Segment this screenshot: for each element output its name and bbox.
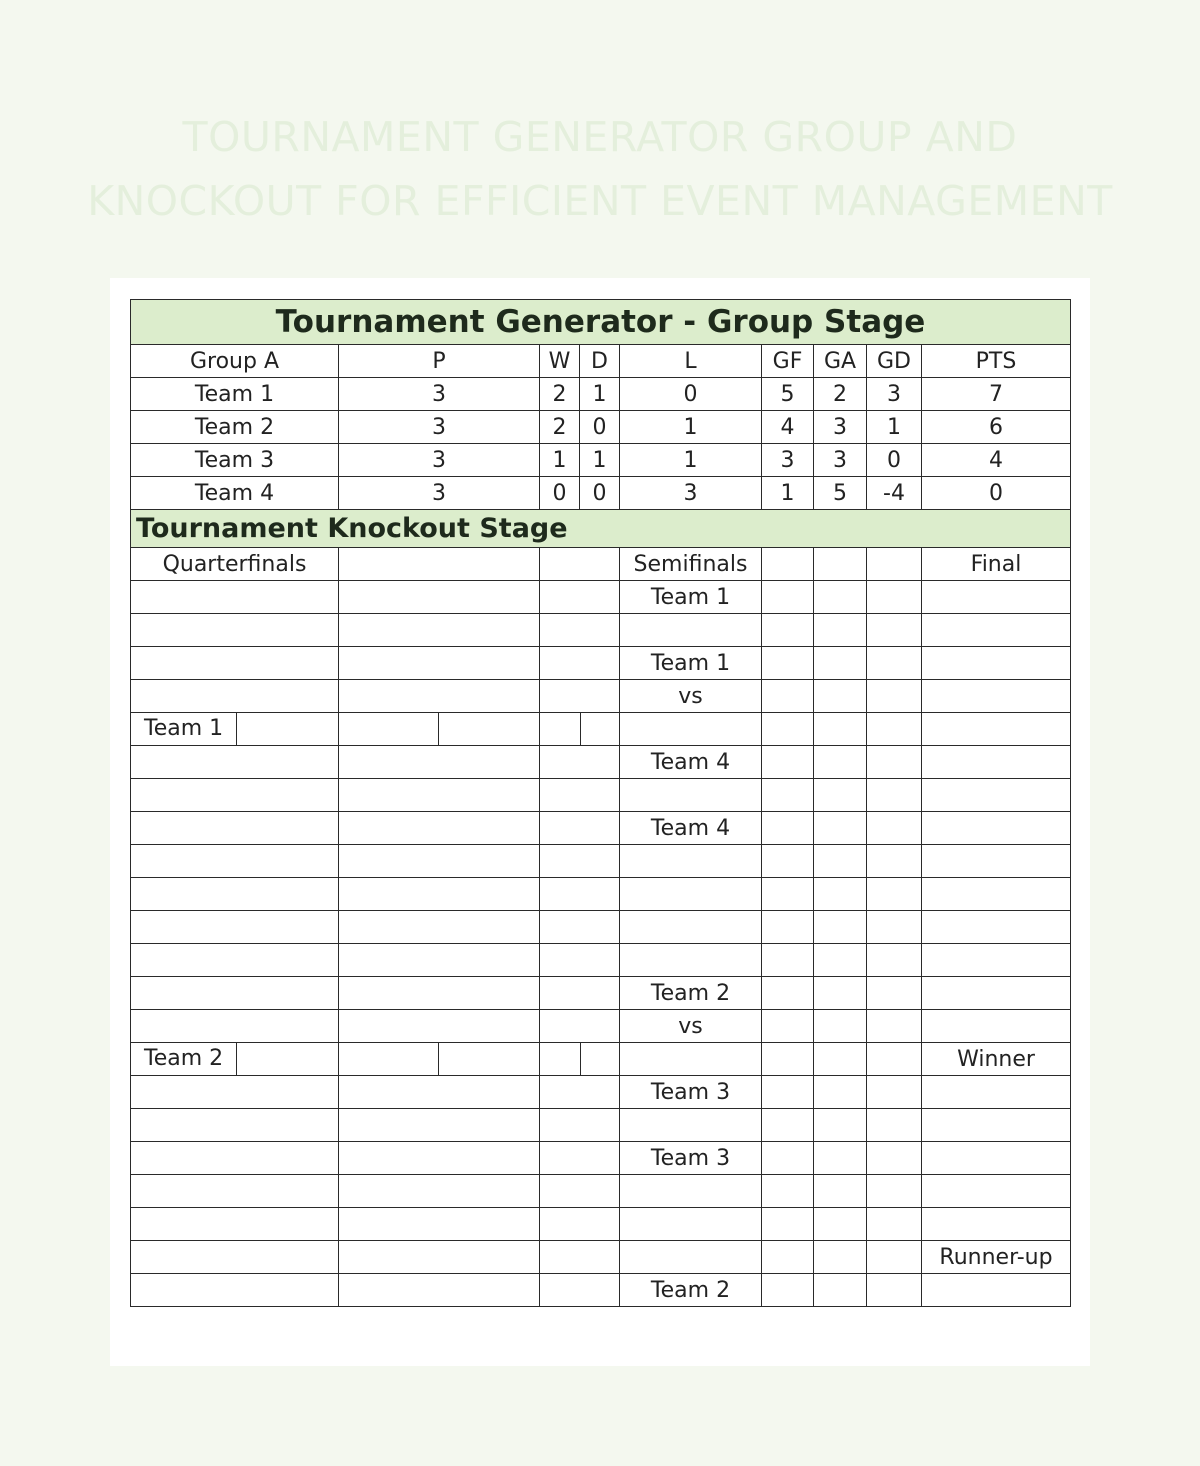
semifinal-cell[interactable] <box>620 1241 762 1274</box>
cell[interactable] <box>540 1043 620 1076</box>
cell[interactable] <box>814 977 867 1010</box>
cell[interactable] <box>814 1241 867 1274</box>
cell[interactable] <box>762 1175 814 1208</box>
semifinal-cell[interactable] <box>620 614 762 647</box>
semifinal-cell[interactable]: Team 3 <box>620 1076 762 1109</box>
group-stage-title: Tournament Generator - Group Stage <box>131 300 1071 345</box>
header-final: Final <box>922 548 1071 581</box>
cell[interactable] <box>339 1241 540 1274</box>
semifinal-cell[interactable] <box>620 1175 762 1208</box>
final-cell[interactable] <box>922 614 1071 647</box>
cell[interactable] <box>814 647 867 680</box>
table-row <box>131 581 1071 614</box>
cell[interactable] <box>131 1076 339 1109</box>
cell[interactable]: Team 3 <box>131 444 339 477</box>
semifinal-cell[interactable] <box>620 1043 762 1076</box>
header-quarterfinals: Quarterfinals <box>131 548 339 581</box>
cell[interactable]: 0 <box>540 477 580 510</box>
cell[interactable]: 1 <box>540 444 580 477</box>
cell[interactable] <box>131 581 339 614</box>
semifinal-cell[interactable]: vs <box>620 1010 762 1043</box>
semifinal-cell[interactable] <box>620 911 762 944</box>
cell[interactable] <box>131 779 339 812</box>
cell[interactable] <box>339 845 540 878</box>
cell[interactable] <box>867 746 922 779</box>
cell[interactable] <box>339 878 540 911</box>
cell[interactable] <box>814 1208 867 1241</box>
final-cell[interactable] <box>922 977 1071 1010</box>
header-goals-against: GA <box>814 345 867 378</box>
cell[interactable] <box>339 647 540 680</box>
table-row <box>131 713 1071 746</box>
cell[interactable] <box>867 944 922 977</box>
cell[interactable] <box>762 680 814 713</box>
quarterfinal-team-cell[interactable] <box>131 1043 339 1076</box>
page-title-line-1: TOURNAMENT GENERATOR GROUP AND <box>182 113 1018 161</box>
cell[interactable] <box>131 1010 339 1043</box>
cell[interactable] <box>867 614 922 647</box>
cell[interactable] <box>540 977 620 1010</box>
cell[interactable] <box>131 746 339 779</box>
cell[interactable] <box>814 911 867 944</box>
table-row <box>131 647 1071 680</box>
cell[interactable] <box>439 713 539 745</box>
cell[interactable] <box>339 1043 439 1075</box>
cell[interactable] <box>867 1142 922 1175</box>
cell[interactable] <box>762 1241 814 1274</box>
cell[interactable] <box>867 680 922 713</box>
semifinal-cell[interactable] <box>620 944 762 977</box>
cell[interactable] <box>814 944 867 977</box>
semifinal-cell[interactable]: Team 4 <box>620 746 762 779</box>
cell[interactable] <box>339 581 540 614</box>
final-cell[interactable] <box>922 1274 1071 1307</box>
cell[interactable] <box>439 1043 539 1075</box>
cell[interactable] <box>762 746 814 779</box>
cell[interactable]: 3 <box>339 378 540 411</box>
cell[interactable] <box>762 1208 814 1241</box>
cell[interactable] <box>762 1076 814 1109</box>
cell[interactable]: 3 <box>814 444 867 477</box>
cell[interactable]: 0 <box>580 411 620 444</box>
knockout-stage-title: Tournament Knockout Stage <box>131 510 1071 548</box>
cell[interactable]: 3 <box>814 411 867 444</box>
cell[interactable]: 3 <box>339 444 540 477</box>
cell[interactable] <box>339 1274 540 1307</box>
cell[interactable] <box>762 911 814 944</box>
cell[interactable]: 4 <box>922 444 1071 477</box>
cell[interactable] <box>237 1043 338 1075</box>
cell[interactable]: Team 1 <box>131 378 339 411</box>
semifinal-cell[interactable] <box>620 779 762 812</box>
cell[interactable] <box>540 647 620 680</box>
final-cell[interactable] <box>922 1076 1071 1109</box>
cell[interactable] <box>814 1043 867 1076</box>
cell[interactable]: 2 <box>540 378 580 411</box>
semifinal-cell[interactable]: Team 2 <box>620 977 762 1010</box>
table-row <box>131 1076 1071 1109</box>
final-cell[interactable] <box>922 1208 1071 1241</box>
cell[interactable] <box>814 812 867 845</box>
cell[interactable] <box>540 944 620 977</box>
page-title <box>0 105 1200 233</box>
cell[interactable] <box>762 713 814 746</box>
header-won: W <box>540 345 580 378</box>
cell[interactable] <box>814 746 867 779</box>
cell[interactable]: 3 <box>867 378 922 411</box>
header-lost: L <box>620 345 762 378</box>
spreadsheet-sheet <box>110 278 1090 1366</box>
semifinal-cell[interactable] <box>620 878 762 911</box>
cell[interactable] <box>540 1142 620 1175</box>
cell[interactable]: 3 <box>339 411 540 444</box>
cell[interactable] <box>540 1241 620 1274</box>
cell[interactable] <box>540 548 620 581</box>
cell[interactable] <box>814 1175 867 1208</box>
cell[interactable] <box>540 713 620 746</box>
cell[interactable] <box>867 713 922 746</box>
semifinal-cell[interactable] <box>620 1109 762 1142</box>
cell[interactable] <box>867 581 922 614</box>
cell[interactable] <box>814 614 867 647</box>
cell[interactable] <box>867 1241 922 1274</box>
final-cell[interactable] <box>922 680 1071 713</box>
cell[interactable]: 1 <box>867 411 922 444</box>
cell[interactable] <box>540 746 620 779</box>
cell[interactable] <box>814 1076 867 1109</box>
final-cell[interactable] <box>922 1010 1071 1043</box>
final-cell[interactable]: Runner-up <box>922 1241 1071 1274</box>
cell[interactable]: 2 <box>814 378 867 411</box>
cell[interactable] <box>540 911 620 944</box>
cell[interactable] <box>131 680 339 713</box>
table-row <box>131 779 1071 812</box>
cell[interactable] <box>867 878 922 911</box>
table-row <box>131 911 1071 944</box>
cell[interactable] <box>814 581 867 614</box>
header-drawn: D <box>580 345 620 378</box>
cell[interactable] <box>762 1010 814 1043</box>
final-cell[interactable] <box>922 1142 1071 1175</box>
header-group: Group A <box>131 345 339 378</box>
semifinal-cell[interactable]: Team 3 <box>620 1142 762 1175</box>
final-cell[interactable]: Winner <box>922 1043 1071 1076</box>
table-row <box>131 1142 1071 1175</box>
cell[interactable] <box>814 1274 867 1307</box>
cell[interactable] <box>867 1274 922 1307</box>
table-row <box>131 680 1071 713</box>
cell[interactable] <box>762 647 814 680</box>
cell[interactable]: Team 2 <box>131 411 339 444</box>
cell[interactable] <box>131 812 339 845</box>
cell[interactable] <box>339 1076 540 1109</box>
cell[interactable]: 0 <box>867 444 922 477</box>
table-row <box>131 1043 1071 1076</box>
cell[interactable] <box>339 1208 540 1241</box>
final-cell[interactable] <box>922 581 1071 614</box>
cell[interactable] <box>131 614 339 647</box>
cell[interactable] <box>237 713 338 745</box>
cell[interactable] <box>339 1175 540 1208</box>
table-row <box>131 746 1071 779</box>
header-goals-for: GF <box>762 345 814 378</box>
final-cell[interactable] <box>922 812 1071 845</box>
cell[interactable] <box>339 548 540 581</box>
page-title-line-2: KNOCKOUT FOR EFFICIENT EVENT MANAGEMENT <box>87 177 1113 225</box>
cell[interactable] <box>131 878 339 911</box>
cell[interactable]: 1 <box>580 378 620 411</box>
cell[interactable] <box>540 845 620 878</box>
cell[interactable] <box>540 1010 620 1043</box>
table-row <box>131 878 1071 911</box>
cell[interactable] <box>339 680 540 713</box>
table-row <box>131 1010 1071 1043</box>
cell[interactable] <box>540 680 620 713</box>
cell[interactable] <box>814 878 867 911</box>
semifinal-cell[interactable]: Team 1 <box>620 581 762 614</box>
semifinal-cell[interactable]: Team 4 <box>620 812 762 845</box>
semifinal-cell[interactable]: Team 2 <box>620 1274 762 1307</box>
cell[interactable] <box>762 845 814 878</box>
cell[interactable] <box>540 1109 620 1142</box>
cell[interactable] <box>131 1274 339 1307</box>
cell[interactable]: 0 <box>922 477 1071 510</box>
cell[interactable] <box>339 1043 540 1076</box>
quarterfinal-team-cell[interactable] <box>131 713 339 746</box>
cell[interactable]: 6 <box>922 411 1071 444</box>
cell[interactable]: 1 <box>580 444 620 477</box>
cell[interactable] <box>867 779 922 812</box>
final-cell[interactable] <box>922 911 1071 944</box>
final-cell[interactable] <box>922 944 1071 977</box>
cell[interactable] <box>540 812 620 845</box>
cell[interactable] <box>540 1076 620 1109</box>
cell[interactable]: 1 <box>762 477 814 510</box>
cell[interactable] <box>131 1142 339 1175</box>
cell[interactable]: 3 <box>620 477 762 510</box>
cell[interactable] <box>540 1043 581 1075</box>
semifinal-cell[interactable] <box>620 845 762 878</box>
semifinal-cell[interactable]: vs <box>620 680 762 713</box>
header-points: PTS <box>922 345 1071 378</box>
cell[interactable] <box>867 1175 922 1208</box>
cell[interactable] <box>339 779 540 812</box>
cell[interactable] <box>867 1043 922 1076</box>
table-row <box>131 1109 1071 1142</box>
cell[interactable]: 5 <box>762 378 814 411</box>
cell[interactable] <box>339 1109 540 1142</box>
cell[interactable] <box>339 977 540 1010</box>
quarterfinal-team-label: Team 1 <box>131 713 237 745</box>
cell[interactable]: 5 <box>814 477 867 510</box>
cell[interactable] <box>814 713 867 746</box>
cell[interactable] <box>131 911 339 944</box>
cell[interactable] <box>867 845 922 878</box>
cell[interactable] <box>540 581 620 614</box>
quarterfinal-team-label: Team 2 <box>131 1043 237 1075</box>
cell[interactable] <box>540 779 620 812</box>
cell[interactable] <box>867 1109 922 1142</box>
cell[interactable] <box>131 977 339 1010</box>
cell[interactable] <box>867 812 922 845</box>
cell[interactable] <box>339 746 540 779</box>
cell[interactable] <box>814 548 867 581</box>
cell[interactable] <box>540 614 620 647</box>
cell[interactable] <box>339 713 439 745</box>
table-row <box>131 378 1071 411</box>
cell[interactable] <box>762 581 814 614</box>
cell[interactable] <box>814 1010 867 1043</box>
cell[interactable] <box>762 1142 814 1175</box>
table-row <box>131 1274 1071 1307</box>
final-cell[interactable] <box>922 746 1071 779</box>
table-row <box>131 845 1071 878</box>
cell[interactable] <box>814 1109 867 1142</box>
cell[interactable] <box>540 1175 620 1208</box>
cell[interactable] <box>540 1274 620 1307</box>
cell[interactable] <box>581 713 619 745</box>
cell[interactable] <box>339 1010 540 1043</box>
cell[interactable] <box>540 1208 620 1241</box>
semifinal-cell[interactable] <box>620 713 762 746</box>
cell[interactable] <box>867 977 922 1010</box>
table-row <box>131 1175 1071 1208</box>
final-cell[interactable] <box>922 1109 1071 1142</box>
cell[interactable] <box>762 614 814 647</box>
table-row <box>131 614 1071 647</box>
final-cell[interactable] <box>922 713 1071 746</box>
cell[interactable]: 0 <box>620 378 762 411</box>
header-played: P <box>339 345 540 378</box>
cell[interactable] <box>814 1142 867 1175</box>
cell[interactable] <box>762 878 814 911</box>
tournament-grid <box>130 299 1071 1307</box>
cell[interactable] <box>762 1043 814 1076</box>
cell[interactable] <box>814 779 867 812</box>
cell[interactable] <box>867 1208 922 1241</box>
cell[interactable]: Team 4 <box>131 477 339 510</box>
cell[interactable] <box>762 779 814 812</box>
cell[interactable] <box>867 1076 922 1109</box>
header-goal-difference: GD <box>867 345 922 378</box>
cell[interactable] <box>339 713 540 746</box>
final-cell[interactable] <box>922 878 1071 911</box>
cell[interactable] <box>131 1208 339 1241</box>
table-row <box>131 944 1071 977</box>
cell[interactable] <box>762 812 814 845</box>
cell[interactable]: 3 <box>762 444 814 477</box>
cell[interactable] <box>762 548 814 581</box>
cell[interactable]: 4 <box>762 411 814 444</box>
cell[interactable] <box>867 548 922 581</box>
final-cell[interactable] <box>922 779 1071 812</box>
cell[interactable] <box>867 911 922 944</box>
cell[interactable] <box>762 977 814 1010</box>
cell[interactable] <box>814 680 867 713</box>
cell[interactable] <box>540 878 620 911</box>
table-row <box>131 1208 1071 1241</box>
header-semifinals: Semifinals <box>620 548 762 581</box>
cell[interactable] <box>762 1274 814 1307</box>
cell[interactable] <box>814 845 867 878</box>
cell[interactable] <box>131 647 339 680</box>
cell[interactable] <box>131 1109 339 1142</box>
cell[interactable] <box>581 1043 619 1075</box>
cell[interactable] <box>867 1010 922 1043</box>
cell[interactable] <box>339 1142 540 1175</box>
semifinal-cell[interactable] <box>620 1208 762 1241</box>
semifinal-cell[interactable]: Team 1 <box>620 647 762 680</box>
cell[interactable]: 3 <box>339 477 540 510</box>
final-cell[interactable] <box>922 1175 1071 1208</box>
cell[interactable] <box>339 911 540 944</box>
cell[interactable]: 0 <box>580 477 620 510</box>
final-cell[interactable] <box>922 845 1071 878</box>
final-cell[interactable] <box>922 647 1071 680</box>
cell[interactable] <box>339 614 540 647</box>
cell[interactable] <box>131 944 339 977</box>
cell[interactable] <box>131 1175 339 1208</box>
table-row <box>131 444 1071 477</box>
cell[interactable] <box>540 713 581 745</box>
table-row <box>131 812 1071 845</box>
cell[interactable] <box>339 812 540 845</box>
cell[interactable] <box>762 1109 814 1142</box>
cell[interactable] <box>131 1241 339 1274</box>
cell[interactable] <box>131 845 339 878</box>
cell[interactable]: 1 <box>620 444 762 477</box>
cell[interactable]: 7 <box>922 378 1071 411</box>
cell[interactable]: -4 <box>867 477 922 510</box>
cell[interactable]: 2 <box>540 411 580 444</box>
table-row <box>131 477 1071 510</box>
cell[interactable] <box>339 944 540 977</box>
table-row <box>131 411 1071 444</box>
cell[interactable] <box>867 647 922 680</box>
cell[interactable]: 1 <box>620 411 762 444</box>
table-row <box>131 977 1071 1010</box>
table-row <box>131 1241 1071 1274</box>
cell[interactable] <box>762 944 814 977</box>
